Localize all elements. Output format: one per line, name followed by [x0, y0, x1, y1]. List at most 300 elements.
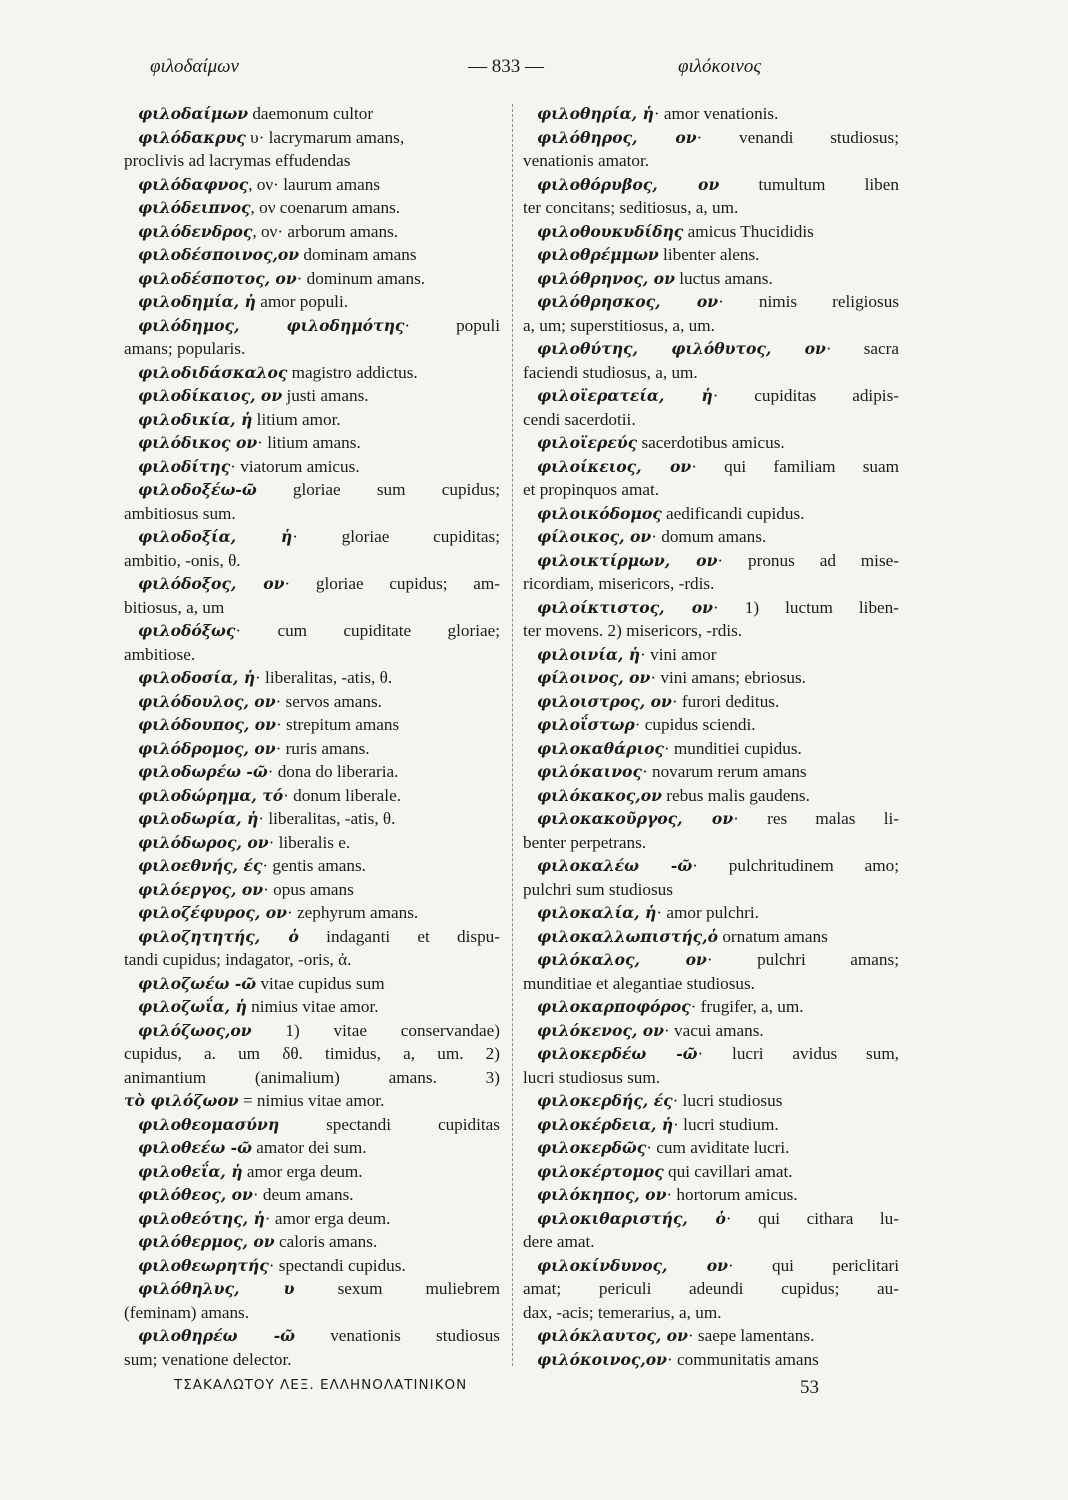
definition-text: · liberalitas, -atis, θ.: [258, 809, 396, 828]
page-header: [0, 56, 1068, 86]
dictionary-line: [523, 1019, 899, 1043]
definition-text: · saepe lamentans.: [687, 1326, 815, 1345]
dictionary-line: [124, 431, 500, 455]
dictionary-line: [124, 1183, 500, 1207]
dictionary-line: [124, 878, 500, 902]
headword: φιλόδοξος, ον: [138, 574, 285, 593]
dictionary-line: [523, 995, 899, 1019]
dictionary-line: [124, 596, 500, 620]
definition-text: venationis studiosus: [295, 1326, 500, 1345]
dictionary-line: [523, 1230, 899, 1254]
dictionary-line: [523, 290, 899, 314]
left-guide-word: φιλοδαίμων: [150, 56, 239, 77]
headword: φιλοκαλέω -ῶ: [537, 856, 693, 875]
dictionary-line: [523, 878, 899, 902]
definition-text: · spectandi cupidus.: [268, 1255, 406, 1275]
dictionary-line: [124, 149, 500, 173]
dictionary-line: [124, 1254, 500, 1278]
headword: φιλοκερδῶς: [537, 1138, 647, 1157]
definition-text: · 1) luctum liben-: [712, 597, 899, 617]
definition-text: sum; venatione delector.: [124, 1349, 292, 1369]
definition-text: sexum muliebrem: [294, 1279, 500, 1298]
dictionary-line: [523, 220, 899, 244]
headword: φιλόκακος,ον: [537, 785, 662, 805]
dictionary-line: [124, 267, 500, 291]
dictionary-line: [523, 314, 899, 338]
headword: φιλοκαθάριος: [537, 738, 664, 758]
definition-text: amans; popularis.: [124, 339, 246, 358]
right-column: [523, 102, 899, 1371]
dictionary-line: [124, 807, 500, 831]
dictionary-line: [523, 807, 899, 831]
dictionary-line: [523, 149, 899, 173]
left-column: [124, 102, 500, 1371]
headword: φιλοδοσία, ἡ: [138, 668, 256, 687]
dictionary-line: [523, 1066, 899, 1090]
column-divider: [512, 104, 513, 1366]
dictionary-line: [124, 408, 500, 432]
dictionary-line: [124, 901, 500, 925]
definition-text: dax, -acis; temerarius, a, um.: [523, 1302, 722, 1322]
definition-text: · gentis amans.: [262, 856, 366, 875]
definition-text: ricordiam, misericors, -rdis.: [523, 574, 715, 593]
headword: φιλοδημία, ἡ: [138, 292, 256, 311]
headword: φιλοκέρτομος: [537, 1161, 664, 1181]
page-footer: [0, 1377, 1068, 1403]
definition-text: sacerdotibus amicus.: [637, 433, 785, 452]
dictionary-line: [124, 1301, 500, 1325]
dictionary-line: [124, 502, 500, 526]
headword: φιλοδίκαιος, ον: [138, 386, 283, 405]
headword: φιλοζωΐα, ἡ: [138, 997, 247, 1016]
headword: φιλοιστρος, ον: [537, 691, 672, 711]
dictionary-line: [523, 431, 899, 455]
dictionary-line: [523, 1324, 899, 1348]
definition-text: · hortorum amicus.: [666, 1185, 798, 1204]
definition-text: munditiae et alegantiae studiosus.: [523, 973, 755, 993]
dictionary-line: [124, 831, 500, 855]
headword: φιλοθύτης, φιλόθυτος, ον: [537, 339, 826, 358]
dictionary-line: [523, 126, 899, 150]
headword: φιλοδέσποινος,ον: [138, 245, 300, 264]
definition-text: · domum amans.: [651, 527, 767, 546]
headword: φιλοθρέμμων: [537, 245, 659, 264]
dictionary-line: [523, 643, 899, 667]
definition-text: · lucri studiosus: [672, 1091, 783, 1110]
definition-text: · frugifer, a, um.: [690, 997, 804, 1016]
dictionary-line: [523, 901, 899, 925]
dictionary-line: [124, 1207, 500, 1231]
dictionary-line: [523, 1207, 899, 1231]
headword: φιλοικόδομος: [537, 503, 662, 523]
headword: φιλόκαινος: [537, 762, 642, 781]
dictionary-line: [124, 549, 500, 573]
definition-text: bitiosus, a, um: [124, 597, 225, 617]
dictionary-line: [523, 243, 899, 267]
dictionary-line: [124, 713, 500, 737]
headword: φιλοδικία, ἡ: [138, 409, 253, 429]
definition-text: · qui cithara lu-: [725, 1208, 899, 1228]
definition-text: · dominum amans.: [296, 268, 426, 288]
dictionary-line: [523, 337, 899, 361]
dictionary-line: [124, 760, 500, 784]
dictionary-line: [124, 102, 500, 126]
dictionary-line: [124, 1136, 500, 1160]
dictionary-line: [523, 854, 899, 878]
headword: φιλόδικος ον: [138, 433, 258, 452]
definition-text: pulchri sum studiosus: [523, 879, 673, 899]
definition-text: · novarum rerum amans: [641, 762, 807, 781]
headword: φιλοθουκυδίδης: [537, 221, 684, 241]
definition-text: ter movens. 2) misericors, -rdis.: [523, 621, 743, 640]
headword: φιλοθεωρητής: [138, 1255, 269, 1275]
definition-text: tandi cupidus; indagator, -oris, ἀ.: [124, 950, 352, 969]
definition-text: cendi sacerdotii.: [523, 409, 636, 429]
dictionary-line: [124, 572, 500, 596]
definition-text: a, um; superstitiosus, a, um.: [523, 315, 715, 335]
dictionary-line: [523, 1089, 899, 1113]
dictionary-line: [124, 995, 500, 1019]
definition-text: · servos amans.: [275, 691, 382, 711]
headword: φιλόθηρος, ον: [537, 127, 697, 147]
headword: φιλόδουπος, ον: [138, 715, 276, 734]
dictionary-line: [523, 361, 899, 385]
dictionary-line: [124, 290, 500, 314]
definition-text: · vacui amans.: [663, 1020, 764, 1040]
dictionary-line: [124, 1277, 500, 1301]
definition-text: amat; periculi adeundi cupidus; au-: [523, 1279, 899, 1298]
headword: φιλόθρησκος, ον: [537, 292, 719, 311]
definition-text: gloriae sum cupidus;: [256, 480, 500, 499]
headword: φιλοθεομασύνη: [138, 1114, 280, 1134]
definition-text: ornatum amans: [718, 926, 828, 946]
dictionary-line: [523, 1160, 899, 1184]
definition-text: faciendi studiosus, a, um.: [523, 362, 698, 382]
definition-text: aedificandi cupidus.: [661, 503, 805, 523]
definition-text: · cum aviditate lucri.: [646, 1138, 790, 1157]
headword: φιλοθεότης, ἡ: [138, 1208, 265, 1228]
headword: φιλοκαλλωπιστής,ὁ: [537, 926, 719, 946]
headword: φιλόζωος,ον: [138, 1020, 252, 1040]
definition-text: · lucri avidus sum,: [697, 1044, 899, 1063]
dictionary-line: [124, 619, 500, 643]
dictionary-line: [523, 196, 899, 220]
definition-text: (feminam) amans.: [124, 1302, 250, 1322]
headword: φιλοδέσποτος, ον: [138, 268, 297, 288]
dictionary-line: [124, 972, 500, 996]
dictionary-line: [124, 478, 500, 502]
dictionary-line: [523, 666, 899, 690]
book-title-signature: ΤΣΑΚΑΛΩΤΟΥ ΛΕΞ. ΕΛΛΗΝΟΛΑΤΙΝΙΚΟΝ: [174, 1377, 468, 1393]
definition-text: · dona do liberaria.: [267, 762, 399, 781]
definition-text: 1) vitae conservandae): [251, 1020, 500, 1040]
dictionary-line: [523, 478, 899, 502]
definition-text: · amor pulchri.: [656, 903, 759, 922]
dictionary-line: [523, 1348, 899, 1372]
headword: φιλοθόρυβος, ον: [537, 174, 720, 194]
definition-text: · amor erga deum.: [264, 1208, 391, 1228]
definition-text: rebus malis gaudens.: [661, 785, 810, 805]
definition-text: υ· lacrymarum amans,: [245, 127, 405, 147]
dictionary-line: [124, 854, 500, 878]
dictionary-line: [124, 1066, 500, 1090]
dictionary-line: [124, 737, 500, 761]
definition-text: · qui periclitari: [728, 1255, 899, 1275]
definition-text: nimius vitae amor.: [246, 997, 379, 1016]
definition-text: · lucri studium.: [673, 1114, 779, 1134]
definition-text: · deum amans.: [252, 1185, 354, 1204]
dictionary-line: [523, 102, 899, 126]
headword: φιλοθηρέω -ῶ: [138, 1326, 296, 1345]
definition-text: cupidus, a. um δθ. timidus, a, um. 2): [124, 1044, 500, 1063]
headword: φιλοϊερεύς: [537, 433, 638, 452]
headword: τὸ φιλόζωον: [124, 1091, 239, 1110]
dictionary-line: [523, 1301, 899, 1325]
headword: φιλόθεος, ον: [138, 1185, 253, 1204]
headword: φιλοδωρία, ἡ: [138, 809, 259, 828]
dictionary-line: [124, 643, 500, 667]
dictionary-line: [124, 196, 500, 220]
dictionary-line: [124, 1113, 500, 1137]
headword: φιλόκαλος, ον: [537, 950, 707, 969]
headword: φιλοζητητής, ὁ: [138, 926, 299, 946]
headword: φιλόδρομος, ον: [138, 738, 276, 758]
definition-text: amor erga deum.: [242, 1161, 363, 1181]
definition-text: · ruris amans.: [275, 738, 370, 758]
definition-text: proclivis ad lacrymas effudendas: [124, 151, 351, 170]
definition-text: daemonum cultor: [248, 104, 374, 123]
headword: φιλοδόξως: [138, 621, 236, 640]
dictionary-line: [124, 455, 500, 479]
dictionary-line: [523, 525, 899, 549]
definition-text: dominam amans: [299, 245, 417, 264]
dictionary-line: [523, 1254, 899, 1278]
headword: φίλοινος, ον: [537, 668, 651, 687]
dictionary-line: [523, 925, 899, 949]
definition-text: · gloriae cupiditas;: [292, 527, 500, 546]
definition-text: · donum liberale.: [283, 785, 402, 805]
definition-text: · vini amor: [640, 644, 717, 664]
definition-text: lucri studiosus sum.: [523, 1067, 661, 1087]
definition-text: · litium amans.: [257, 433, 361, 452]
definition-text: · opus amans: [263, 879, 354, 899]
headword: φίλοικος, ον: [537, 527, 652, 546]
right-guide-word: φιλόκοινος: [678, 56, 762, 77]
page-number: — 833 —: [468, 56, 544, 77]
definition-text: · pronus ad mise-: [717, 550, 899, 570]
definition-text: · strepitum amans: [276, 715, 400, 734]
dictionary-line: [523, 1136, 899, 1160]
dictionary-line: [124, 1160, 500, 1184]
dictionary-line: [124, 1348, 500, 1372]
definition-text: · communitatis amans: [667, 1349, 819, 1369]
definition-text: spectandi cupiditas: [279, 1114, 500, 1134]
definition-text: venationis amator.: [523, 151, 650, 170]
definition-text: = nimius vitae amor.: [238, 1091, 385, 1110]
definition-text: caloris amans.: [274, 1232, 378, 1251]
definition-text: litium amor.: [252, 409, 341, 429]
dictionary-line: [523, 455, 899, 479]
headword: φιλοεθνής, ές: [138, 856, 263, 875]
headword: φιλόθρηνος, ον: [537, 268, 675, 288]
headword: φιλόδημος, φιλοδημότης: [138, 315, 405, 335]
headword: φιλόεργος, ον: [138, 879, 264, 899]
dictionary-line: [523, 784, 899, 808]
definition-text: amor populi.: [255, 292, 349, 311]
definition-text: · liberalis e.: [268, 832, 351, 852]
dictionary-line: [523, 1183, 899, 1207]
dictionary-line: [523, 572, 899, 596]
headword: φιλοκαρποφόρος: [537, 997, 691, 1016]
definition-text: animantium (animalium) amans. 3): [124, 1067, 500, 1087]
dictionary-line: [523, 619, 899, 643]
definition-text: · qui familiam suam: [691, 456, 899, 476]
dictionary-line: [124, 1042, 500, 1066]
dictionary-line: [124, 220, 500, 244]
headword: φιλόκηπος, ον: [537, 1185, 667, 1204]
definition-text: indaganti et dispu-: [298, 926, 500, 946]
definition-text: · nimis religiosus: [718, 292, 899, 311]
dictionary-line: [523, 384, 899, 408]
definition-text: ambitio, -onis, θ.: [124, 550, 241, 570]
dictionary-line: [124, 948, 500, 972]
dictionary-line: [523, 502, 899, 526]
definition-text: amicus Thucididis: [683, 221, 814, 241]
definition-text: qui cavillari amat.: [663, 1161, 793, 1181]
dictionary-line: [124, 384, 500, 408]
dictionary-line: [124, 925, 500, 949]
dictionary-line: [523, 267, 899, 291]
headword: φιλόδακρυς: [138, 127, 246, 147]
headword: φιλόδενδρος: [138, 221, 253, 241]
headword: φιλοδοξία, ἡ: [138, 527, 293, 546]
dictionary-line: [523, 549, 899, 573]
headword: φιλοθεΐα, ἡ: [138, 1161, 243, 1181]
definition-text: tumultum liben: [719, 174, 899, 194]
definition-text: · cupidus sciendi.: [634, 715, 756, 734]
definition-text: libenter alens.: [658, 245, 760, 264]
headword: φιλοίκειος, ον: [537, 456, 692, 476]
definition-text: · cum cupiditate gloriae;: [235, 621, 500, 640]
dictionary-line: [523, 173, 899, 197]
definition-text: · populi: [404, 315, 500, 335]
definition-text: · gloriae cupidus; am-: [284, 574, 500, 593]
dictionary-line: [523, 690, 899, 714]
definition-text: benter perpetrans.: [523, 832, 647, 852]
dictionary-line: [124, 1230, 500, 1254]
dictionary-line: [124, 243, 500, 267]
dictionary-line: [124, 690, 500, 714]
dictionary-line: [124, 1019, 500, 1043]
definition-text: · venandi studiosus;: [696, 127, 899, 147]
headword: φιλόκοινος,ον: [537, 1349, 667, 1369]
headword: φιλόκενος, ον: [537, 1020, 664, 1040]
dictionary-line: [124, 1089, 500, 1113]
definition-text: et propinquos amat.: [523, 480, 660, 499]
definition-text: · amor venationis.: [653, 104, 779, 123]
dictionary-line: [124, 126, 500, 150]
headword: φιλόθερμος, ον: [138, 1232, 275, 1251]
headword: φιλόθηλυς, υ: [138, 1279, 295, 1298]
dictionary-line: [523, 760, 899, 784]
dictionary-line: [523, 1277, 899, 1301]
dictionary-line: [124, 173, 500, 197]
dictionary-line: [523, 596, 899, 620]
definition-text: · pulchritudinem amo;: [692, 856, 899, 875]
headword: φιλοϊερατεία, ἡ: [537, 386, 713, 405]
headword: φιλοίκτιστος, ον: [537, 597, 713, 617]
definition-text: · sacra: [825, 339, 899, 358]
headword: φιλοκερδής, ές: [537, 1091, 673, 1110]
dictionary-line: [523, 713, 899, 737]
dictionary-line: [523, 948, 899, 972]
headword: φιλοδώρημα, τό: [138, 785, 284, 805]
headword: φιλοδίτης: [138, 456, 231, 476]
headword: φιλοδαίμων: [138, 104, 249, 123]
definition-text: vitae cupidus sum: [256, 973, 385, 993]
definition-text: · pulchri amans;: [706, 950, 899, 969]
headword: φιλοκακοῦργος, ον: [537, 809, 734, 828]
definition-text: magistro addictus.: [287, 362, 418, 382]
dictionary-line: [523, 737, 899, 761]
definition-text: , ον coenarum amans.: [250, 198, 401, 217]
headword: φιλόκλαυτος, ον: [537, 1326, 688, 1345]
dictionary-line: [124, 361, 500, 385]
dictionary-line: [124, 525, 500, 549]
definition-text: amator dei sum.: [251, 1138, 367, 1157]
headword: φιλοδοξέω-ῶ: [138, 480, 257, 499]
headword: φιλοκίνδυνος, ον: [537, 1255, 729, 1275]
definition-text: ambitiose.: [124, 644, 196, 664]
dictionary-line: [523, 1113, 899, 1137]
headword: φιλοινία, ἡ: [537, 644, 641, 664]
signature-number: 53: [800, 1377, 819, 1398]
dictionary-line: [124, 666, 500, 690]
dictionary-line: [523, 408, 899, 432]
definition-text: · res malas li-: [733, 809, 899, 828]
dictionary-line: [124, 1324, 500, 1348]
headword: φιλόδουλος, ον: [138, 691, 276, 711]
headword: φιλοζωέω -ῶ: [138, 973, 257, 993]
dictionary-line: [523, 1042, 899, 1066]
headword: φιλοζέφυρος, ον: [138, 903, 287, 922]
headword: φιλοκερδέω -ῶ: [537, 1044, 698, 1063]
definition-text: · liberalitas, -atis, θ.: [255, 668, 393, 687]
headword: φιλόδειπνος: [138, 198, 251, 217]
headword: φιλοθεέω -ῶ: [138, 1138, 252, 1157]
headword: φιλόδαφνος: [138, 174, 249, 194]
headword: φιλοθηρία, ἡ: [537, 104, 654, 123]
headword: φιλοικτίρμων, ον: [537, 550, 718, 570]
definition-text: · cupiditas adipis-: [712, 386, 899, 405]
headword: φιλοδωρέω -ῶ: [138, 762, 268, 781]
dictionary-line: [124, 314, 500, 338]
headword: φιλόδωρος, ον: [138, 832, 269, 852]
headword: φιλοδιδάσκαλος: [138, 362, 288, 382]
definition-text: , ον· arborum amans.: [252, 221, 399, 241]
dictionary-line: [523, 972, 899, 996]
definition-text: dere amat.: [523, 1232, 595, 1251]
definition-text: · zephyrum amans.: [286, 903, 419, 922]
dictionary-line: [124, 337, 500, 361]
definition-text: · munditiei cupidus.: [663, 738, 802, 758]
definition-text: luctus amans.: [674, 268, 773, 288]
definition-text: ambitiosus sum.: [124, 503, 236, 523]
dictionary-line: [124, 784, 500, 808]
definition-text: , ον· laurum amans: [248, 174, 381, 194]
definition-text: · viatorum amicus.: [230, 456, 360, 476]
headword: φιλοκαλία, ἡ: [537, 903, 657, 922]
